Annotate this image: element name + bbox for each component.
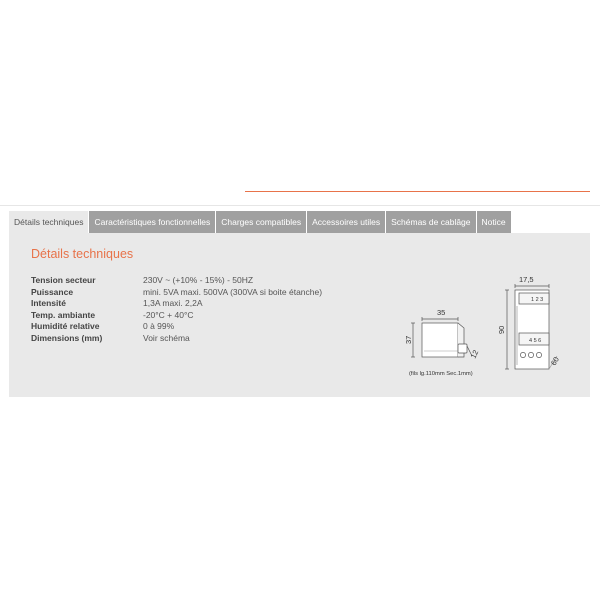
spec-value: mini. 5VA maxi. 500VA (300VA si boite étanche) (143, 286, 323, 297)
section-divider (0, 205, 600, 206)
tab-caracteristiques[interactable]: Caractéristiques fonctionnelles (89, 211, 215, 233)
accent-rule (245, 191, 590, 192)
spec-value: 1,3A maxi. 2,2A (143, 298, 203, 308)
spec-label: Tension secteur (31, 275, 96, 285)
small-height-label: 37 (404, 335, 413, 344)
spec-label: Humidité relative (31, 321, 100, 331)
terminal-label-top: 1 2 3 (531, 297, 544, 303)
spec-label: Temp. ambiante (31, 309, 96, 320)
large-height-label: 90 (497, 325, 506, 334)
panel-title: Détails techniques (31, 247, 134, 261)
large-depth-label: 60 (548, 355, 561, 367)
tab-details-techniques[interactable]: Détails techniques (9, 211, 88, 233)
tab-charges-compatibles[interactable]: Charges compatibles (216, 211, 306, 233)
spec-label: Intensité (31, 298, 66, 308)
spec-value: -20°C + 40°C (143, 309, 194, 320)
tab-schemas-cablage[interactable]: Schémas de cablâge (386, 211, 475, 233)
tab-bar (9, 211, 511, 233)
details-panel (9, 233, 590, 397)
terminal-label-bottom: 4 5 6 (529, 338, 542, 344)
spec-label: Puissance (31, 286, 74, 297)
small-wire-note: (fils lg.110mm Sec.1mm) (409, 371, 473, 377)
small-module-drawing (411, 317, 472, 357)
spec-label: Dimensions (mm) (31, 332, 103, 343)
small-width-label: 35 (437, 308, 446, 317)
spec-value: Voir schéma (143, 332, 190, 343)
tab-accessoires[interactable]: Accessoires utiles (307, 211, 385, 233)
dimension-diagram (9, 233, 590, 397)
spec-value: 0 à 99% (143, 321, 175, 331)
spec-value: 230V ~ (+10% - 15%) - 50HZ (143, 275, 254, 285)
small-depth-label: 12 (468, 348, 481, 360)
large-width-label: 17,5 (519, 275, 534, 284)
tab-notice[interactable]: Notice (477, 211, 511, 233)
